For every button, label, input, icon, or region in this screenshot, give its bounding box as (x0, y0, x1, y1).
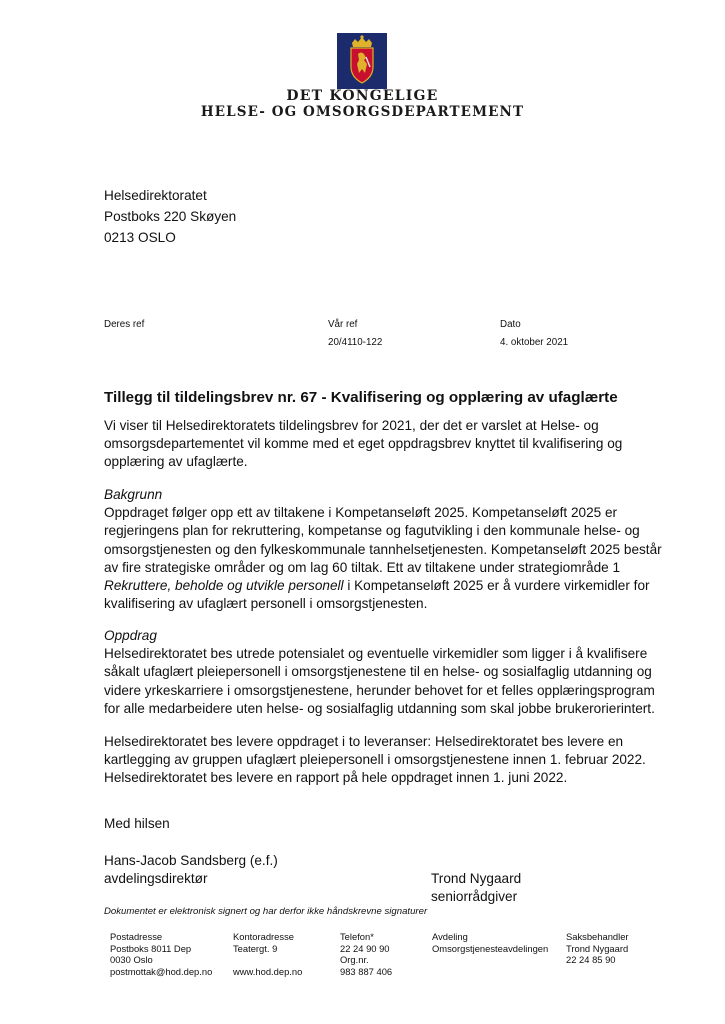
footer-saksbehandler (566, 931, 629, 966)
oppdrag-line: Helsedirektoratet bes utrede potensialet og eventuelle virkemidler som ligger i å kvalifisere (104, 646, 648, 662)
oppdrag-line: for alle medarbeidere uten helse- og sosialfaglig utdanning som skal jobbe brukerorierintert. (104, 700, 655, 716)
bakgrunn-line-mixed (104, 577, 664, 595)
oppdrag-line: videre yrkeskarriere i omsorgstjenestene, herunder behovet for et felles opplæringsprogram (104, 682, 655, 698)
footer-value: Org.nr. (340, 954, 369, 966)
bakgrunn-line: omsorgstjenesten og den fylkeskommunale tannhelsetjenesten. Kompetanseløft 2025 består (104, 541, 662, 557)
footer-kontoradresse (233, 931, 302, 977)
leveranser-paragraph (104, 733, 664, 788)
coat-of-arms-logo (337, 33, 387, 89)
footer-heading: Postadresse (110, 931, 163, 942)
footer-heading: Saksbehandler (566, 931, 629, 942)
leveranser-line: Helsedirektoratet bes levere en rapport på hele oppdraget innen 1. juni 2022. (104, 770, 568, 786)
intro-line: omsorgsdepartementet vil komme med et eget oppdragsbrev knyttet til kvalifisering og (104, 436, 623, 452)
footer-website-link[interactable]: www.hod.dep.no (233, 965, 303, 977)
footer-heading: Telefon* (340, 931, 374, 942)
letter-title: Tillegg til tildelingsbrev nr. 67 - Kvalifisering og opplæring av ufaglærte (104, 389, 618, 406)
strategy-area-name: Rekruttere, beholde og utvikle personell (104, 577, 344, 593)
bakgrunn-line-rest: i Kompetanseløft 2025 er å vurdere virkemidler for (343, 577, 650, 593)
deres-ref-label: Deres ref (104, 319, 145, 330)
dato-value: 4. oktober 2021 (500, 337, 569, 348)
signer1-name: Hans-Jacob Sandsberg (e.f.) (104, 853, 278, 868)
footer-value: 983 887 406 (340, 965, 393, 977)
leveranser-line: Helsedirektoratet bes levere oppdraget i to leveranser: Helsedirektoratet bes levere en (104, 734, 624, 749)
bakgrunn-heading: Bakgrunn (104, 487, 163, 502)
recipient-name: Helsedirektoratet (104, 188, 207, 203)
oppdrag-section (104, 627, 664, 718)
department-name-line1: DET KONGELIGE (286, 88, 439, 104)
footer-postadresse (110, 931, 212, 977)
bakgrunn-line: regjeringens plan for rekruttering, kompetanse og fagutvikling i den kommunale helse- og (104, 523, 640, 539)
recipient-city: 0213 OSLO (104, 230, 176, 245)
bakgrunn-line: av fire strategiske områder og om lag 60 tiltak. Ett av tiltakene under strategiområde 1 (104, 559, 621, 575)
recipient-address (104, 185, 236, 248)
signer1-title: avdelingsdirektør (104, 871, 208, 886)
signature-note: Dokumentet er elektronisk signert og har derfor ikke håndskrevne signaturer (104, 906, 428, 917)
signer2-name: Trond Nygaard (431, 871, 522, 886)
footer-value: Teatergt. 9 (233, 942, 278, 954)
footer-value (233, 954, 302, 966)
leveranser-line: kartlegging av gruppen ufaglært pleiepersonell i omsorgstjenestene innen 1. februar 2022. (104, 752, 646, 768)
dato-label: Dato (500, 319, 521, 330)
footer-telefon (340, 931, 392, 977)
var-ref-label: Vår ref (328, 319, 358, 330)
intro-paragraph (104, 417, 664, 472)
intro-line: Vi viser til Helsedirektoratets tildelingsbrev for 2021, der det er varslet at Helse- og (104, 418, 599, 433)
footer-heading: Kontoradresse (233, 931, 294, 942)
signer2-title: seniorrådgiver (431, 889, 518, 904)
var-ref-value: 20/4110-122 (328, 337, 383, 348)
recipient-postbox: Postboks 220 Skøyen (104, 209, 237, 224)
bakgrunn-line: Oppdraget følger opp ett av tiltakene i Kompetanseløft 2025. Kompetanseløft 2025 er (104, 505, 618, 521)
footer-value: Omsorgstjenesteavdelingen (432, 942, 549, 954)
footer-heading: Avdeling (432, 931, 468, 942)
footer-value: Trond Nygaard (566, 942, 629, 954)
department-name-line2: HELSE- OG OMSORGSDEPARTEMENT (200, 104, 525, 120)
closing-greeting: Med hilsen (104, 816, 170, 831)
footer-value: 22 24 90 90 (340, 942, 390, 954)
footer-value: 0030 Oslo (110, 954, 153, 966)
footer-email-link[interactable]: postmottak@hod.dep.no (110, 965, 213, 977)
oppdrag-line: såkalt ufaglært pleiepersonell i omsorgstjenestene til en helse- og sosialfaglig utdanning og (104, 664, 652, 680)
footer-avdeling (432, 931, 548, 954)
norwegian-coat-of-arms-icon (337, 33, 387, 89)
footer-value: Postboks 8011 Dep (110, 942, 192, 954)
bakgrunn-section (104, 486, 664, 613)
oppdrag-heading: Oppdrag (104, 628, 157, 643)
footer-value: 22 24 85 90 (566, 954, 616, 966)
bakgrunn-line: kvalifisering av ufaglært personell i omsorgstjenesten. (104, 596, 428, 612)
intro-line: opplæring av ufaglærte. (104, 454, 248, 470)
